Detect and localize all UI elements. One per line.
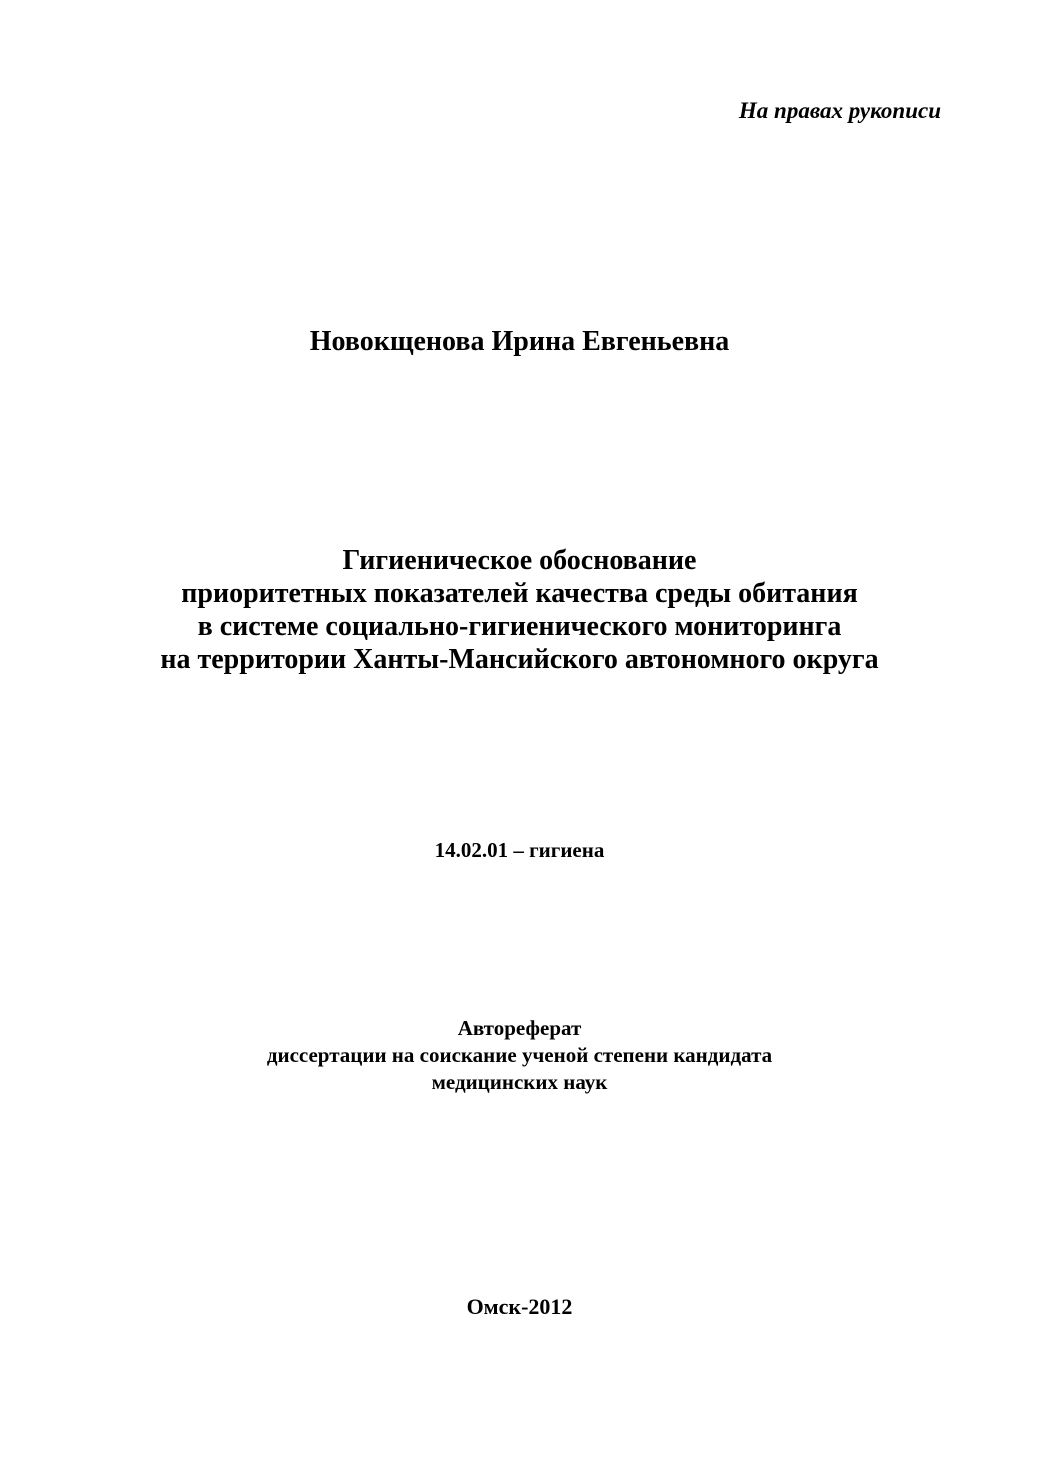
specialty-code: 14.02.01 – гигиена: [434, 838, 605, 862]
author-name: Новокщенова Ирина Евгеньевна: [309, 326, 730, 357]
manuscript-note: На правах рукописи: [738, 98, 941, 123]
abstract-description: [0, 1015, 1039, 1096]
dissertation-title: [0, 544, 1039, 676]
title-line: Гигиеническое обоснование: [342, 545, 697, 576]
abstract-line: медицинских наук: [431, 1070, 608, 1094]
city-year: Омск-2012: [466, 1294, 573, 1319]
abstract-line: диссертации на соискание ученой степени кандидата: [266, 1043, 773, 1067]
abstract-line: Автореферат: [457, 1016, 582, 1040]
title-line: приоритетных показателей качества среды обитания: [181, 578, 858, 609]
title-line: на территории Ханты-Мансийского автономного округа: [160, 644, 879, 675]
title-line: в системе социально-гигиенического мониторинга: [197, 611, 842, 642]
